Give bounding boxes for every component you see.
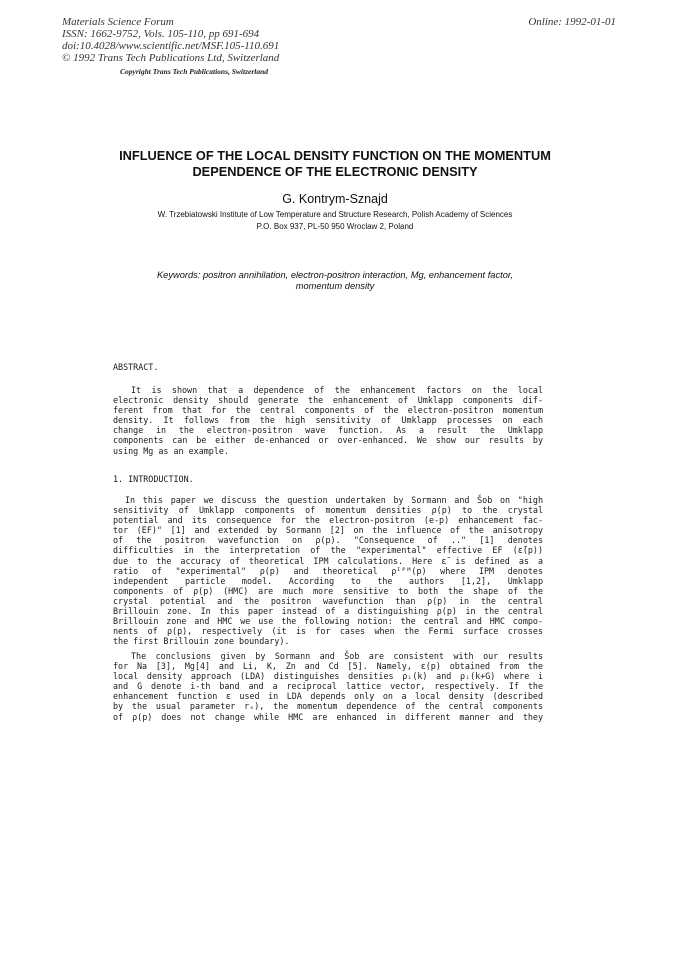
affiliation-line: P.O. Box 937, PL-50 950 Wroclaw 2, Poland (256, 221, 414, 231)
intro-line: and G denote i-th band and a reciprocal lattice vector, respectively. If the (113, 681, 543, 692)
intro-line: Brillouin zone. In this paper instead of a distinguishing ρ(p) in the central (113, 606, 543, 617)
online-date: Online: 1992-01-01 (528, 16, 616, 28)
abstract-line: density. It follows from the high sensitivity of Umklapp processes on each (113, 415, 543, 426)
intro-line: independent particle model. According to the authors [1,2], Umklapp (113, 575, 543, 586)
journal-header (62, 16, 279, 64)
journal-name: Materials Science Forum (62, 16, 174, 28)
abstract-body (113, 385, 543, 456)
copyright-line: © 1992 Trans Tech Publications Ltd, Switzerland (62, 52, 280, 64)
keywords-line: Keywords: positron annihilation, electron-positron interaction, Mg, enhancement factor, (156, 270, 514, 280)
title-line: INFLUENCE OF THE LOCAL DENSITY FUNCTION ON THE MOMENTUM (119, 148, 551, 163)
abstract-line: components can be either de-enhanced or over-enhanced. We show our results by (113, 435, 543, 446)
intro-line: of the positron wavefunction on ρ(p). "Consequence of .." [1] denotes (113, 535, 543, 546)
abstract-line: It is shown that a dependence of the enhancement factors on the local (131, 385, 543, 395)
title-line: DEPENDENCE OF THE ELECTRONIC DENSITY (192, 164, 478, 179)
intro-line: by the usual parameter rₛ), the momentum dependence of the central components (113, 701, 543, 712)
intro-line: local density approach (LDA) distinguishes densities ρᵢ(k) and ρᵢ(k+G) where i (113, 671, 543, 682)
intro-line: nents of ρ(p), respectively (it is for cases when the Fermi surface crosses (113, 626, 543, 637)
abstract-line: using Mg as an example. (113, 445, 229, 456)
affiliation (60, 209, 610, 232)
intro-line: of ρ(p) does not change while HMC are enhanced in different manner and they (113, 711, 543, 722)
paper-title (60, 148, 610, 180)
abstract-line: electronic density should generate the enhancement of Umklapp components dif- (113, 395, 543, 406)
intro-line: tor (EF)" [1] and extended by Sormann [2] on the influence of the anisotropy (113, 525, 543, 536)
publisher-copyright: Copyright Trans Tech Publications, Switzerland (120, 67, 269, 76)
abstract-line: ferent from that for the central components of the electron-positron momentum (113, 405, 543, 416)
affiliation-line: W. Trzebiatowski Institute of Low Temperature and Structure Research, Polish Academy of Sciences (157, 210, 513, 219)
intro-line: sensitivity of Umklapp components of momentum densities ρ(p) to the crystal (113, 505, 543, 516)
intro-line: Brillouin zone and HMC we use the following notion: the central and HMC compo- (113, 616, 543, 627)
intro-paragraph-2 (113, 651, 543, 722)
abstract-heading: ABSTRACT. (113, 362, 159, 372)
intro-line: difficulties in the interpretation of the "experimental" effective EF (ε̃(p)) (113, 545, 543, 556)
keywords (60, 270, 610, 292)
intro-line: crystal potential and the positron wavefunction than ρ(p) in the central (113, 595, 543, 606)
intro-line: the first Brillouin zone boundary). (113, 636, 290, 647)
keywords-line: momentum density (295, 281, 375, 291)
author-name: G. Kontrym-Sznajd (282, 192, 388, 206)
intro-line: The conclusions given by Sormann and Šob are consistent with our results (131, 651, 543, 661)
intro-line: potential and its consequence for the electron-positron (e-p) enhancement fac- (113, 515, 543, 526)
section-heading: 1. INTRODUCTION. (113, 474, 194, 484)
intro-line: components of ρ(p) (HMC) are much more sensitive to both the shape of the (113, 585, 543, 596)
intro-line: ratio of "experimental" ρ(p) and theoretical ρᴵᴾᴹ(p) where IPM denotes (113, 565, 543, 576)
doi-line: doi:10.4028/www.scientific.net/MSF.105-110.691 (62, 40, 280, 52)
intro-line: enhancement function ε used in LDA depends only on a local density (described (113, 691, 543, 702)
intro-paragraph-1 (113, 495, 543, 646)
abstract-line: change in the electron-positron wave function. As a result the Umklapp (113, 425, 543, 436)
intro-line: In this paper we discuss the question undertaken by Sormann and Šob on "high (125, 495, 543, 505)
issn-line: ISSN: 1662-9752, Vols. 105-110, pp 691-694 (62, 28, 260, 40)
intro-line: for Na [3], Mg[4] and Li, K, Zn and Cd [5]. Namely, ε(p) obtained from the (113, 661, 543, 672)
intro-line: due to the accuracy of theoretical IPM calculations. Here ε̃ is defined as a (113, 555, 543, 566)
